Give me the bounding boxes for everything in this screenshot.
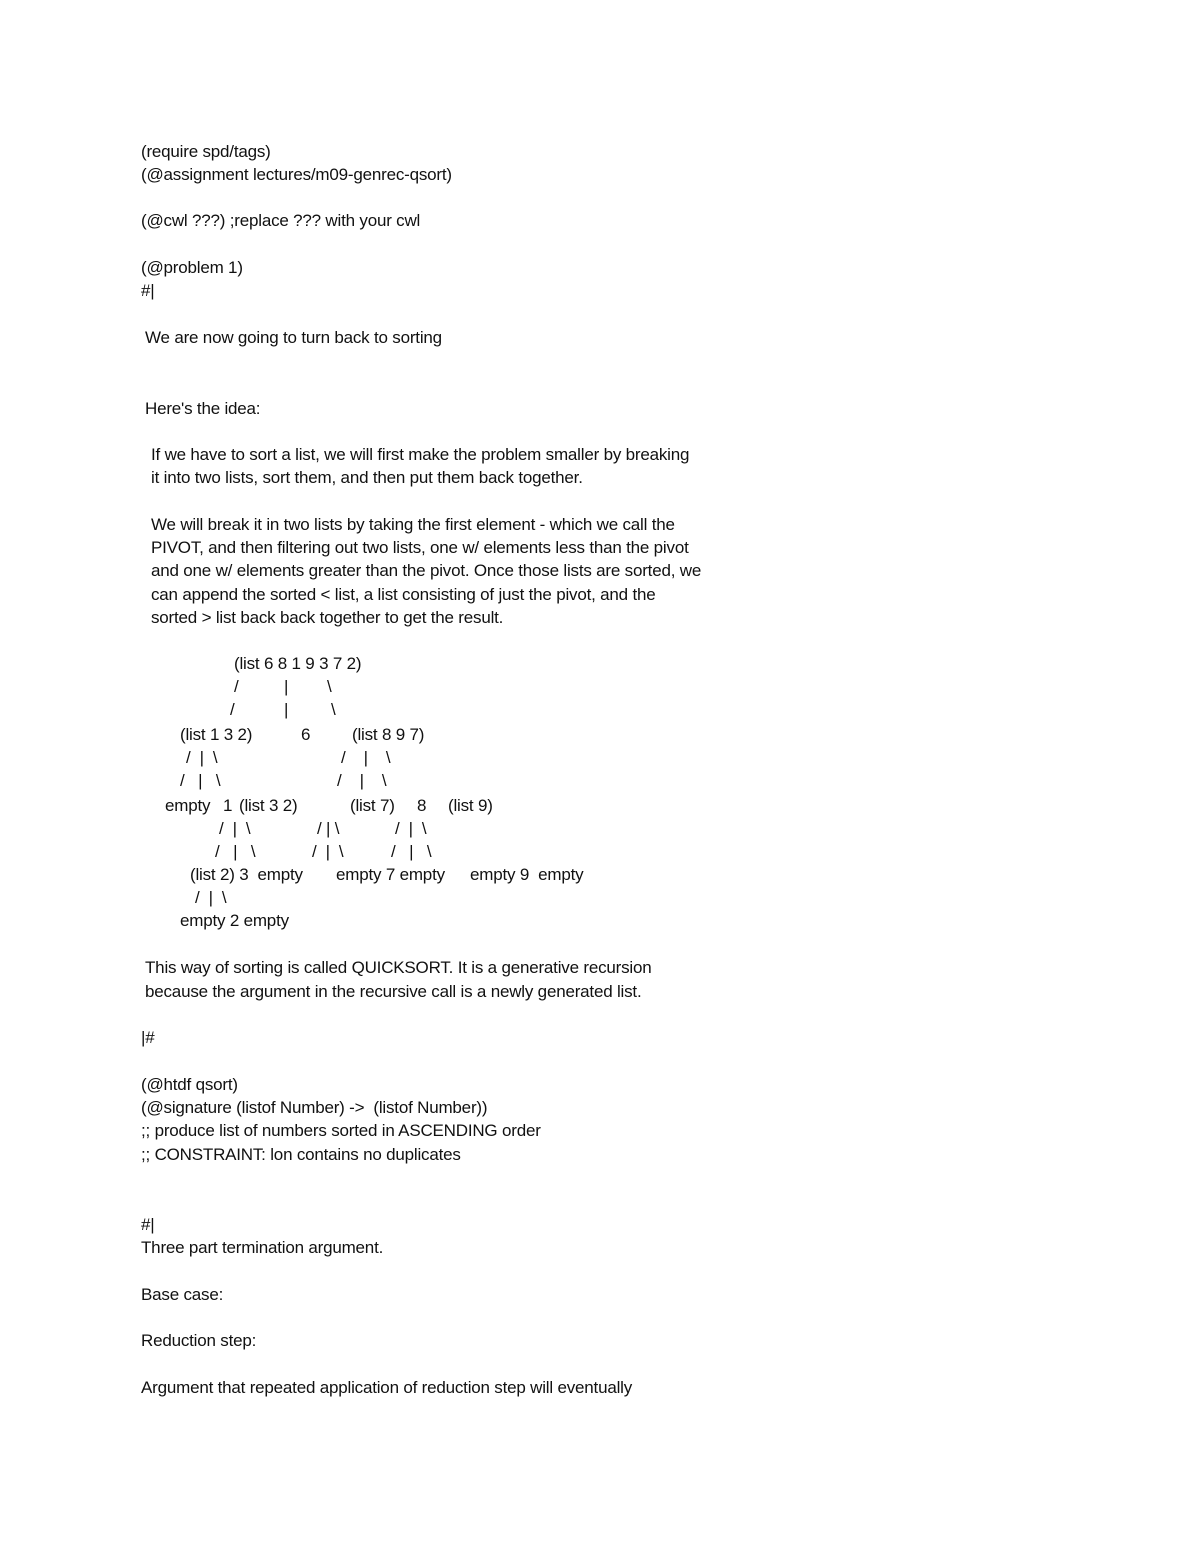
para2-line-5: sorted > list back back together to get the result.: [151, 608, 504, 627]
base-case-label: Base case:: [141, 1285, 224, 1304]
tree-branch: / | \: [312, 842, 344, 861]
para2-line-4: can append the sorted < list, a list consisting of just the pivot, and the: [151, 585, 656, 604]
comment-close: |#: [141, 1028, 155, 1047]
tree-branch: / | \: [180, 771, 221, 790]
tree-branch: |: [284, 700, 289, 719]
tree-right-node: (list 8 9 7): [352, 725, 425, 744]
tree-branch: / | \: [215, 842, 256, 861]
tree-left-node: (list 1 3 2): [180, 725, 253, 744]
tree-branch: / | \: [186, 748, 218, 767]
tree-branch: / | \: [195, 888, 227, 907]
reduction-step-label: Reduction step:: [141, 1331, 257, 1350]
tree-node: empty: [165, 796, 211, 815]
para3-line-1: This way of sorting is called QUICKSORT. It is a generative recursion: [145, 958, 652, 977]
tree-branch: / | \: [391, 842, 432, 861]
comment-open-2: #|: [141, 1215, 155, 1234]
tree-node: 1: [223, 796, 233, 815]
para2-line-1: We will break it in two lists by taking the first element - which we call the: [151, 515, 675, 534]
termination-title: Three part termination argument.: [141, 1238, 384, 1257]
purpose-line: ;; produce list of numbers sorted in ASCENDING order: [141, 1121, 541, 1140]
comment-open: #|: [141, 281, 155, 300]
tree-branch: / | \: [219, 819, 251, 838]
tree-node: (list 2) 3 empty: [190, 865, 303, 884]
tree-pivot-node: 6: [301, 725, 311, 744]
tree-branch: / | \: [317, 819, 340, 838]
require-line: (require spd/tags): [141, 142, 271, 161]
para2-line-2: PIVOT, and then filtering out two lists, one w/ elements less than the pivot: [151, 538, 689, 557]
tree-root: (list 6 8 1 9 3 7 2): [234, 654, 362, 673]
para2-line-3: and one w/ elements greater than the pivot. Once those lists are sorted, we: [151, 561, 702, 580]
tree-branch: / | \: [341, 748, 391, 767]
para1-line-1: If we have to sort a list, we will first make the problem smaller by breaking: [151, 445, 690, 464]
signature-line: (@signature (listof Number) -> (listof Number)): [141, 1098, 488, 1117]
tree-node: (list 7): [350, 796, 395, 815]
tree-node: (list 9): [448, 796, 493, 815]
intro-text: We are now going to turn back to sorting: [145, 328, 442, 347]
cwl-line: (@cwl ???) ;replace ??? with your cwl: [141, 211, 421, 230]
para3-line-2: because the argument in the recursive call is a newly generated list.: [145, 982, 642, 1001]
tree-node: 8: [417, 796, 427, 815]
tree-branch: /: [230, 700, 235, 719]
tree-branch: \: [327, 677, 332, 696]
tree-branch: /: [234, 677, 239, 696]
para1-line-2: it into two lists, sort them, and then put them back together.: [151, 468, 583, 487]
tree-branch: / | \: [395, 819, 427, 838]
htdf-line: (@htdf qsort): [141, 1075, 238, 1094]
tree-node: empty 7 empty: [336, 865, 445, 884]
assignment-line: (@assignment lectures/m09-genrec-qsort): [141, 165, 452, 184]
argument-line: Argument that repeated application of reduction step will eventually: [141, 1378, 633, 1397]
tree-node: empty 2 empty: [180, 911, 289, 930]
idea-label: Here's the idea:: [145, 399, 261, 418]
constraint-line: ;; CONSTRAINT: lon contains no duplicates: [141, 1145, 461, 1164]
tree-branch: \: [331, 700, 336, 719]
problem-line: (@problem 1): [141, 258, 243, 277]
tree-node: empty 9 empty: [470, 865, 584, 884]
tree-node: (list 3 2): [239, 796, 298, 815]
tree-branch: |: [284, 677, 289, 696]
tree-branch: / | \: [337, 771, 387, 790]
